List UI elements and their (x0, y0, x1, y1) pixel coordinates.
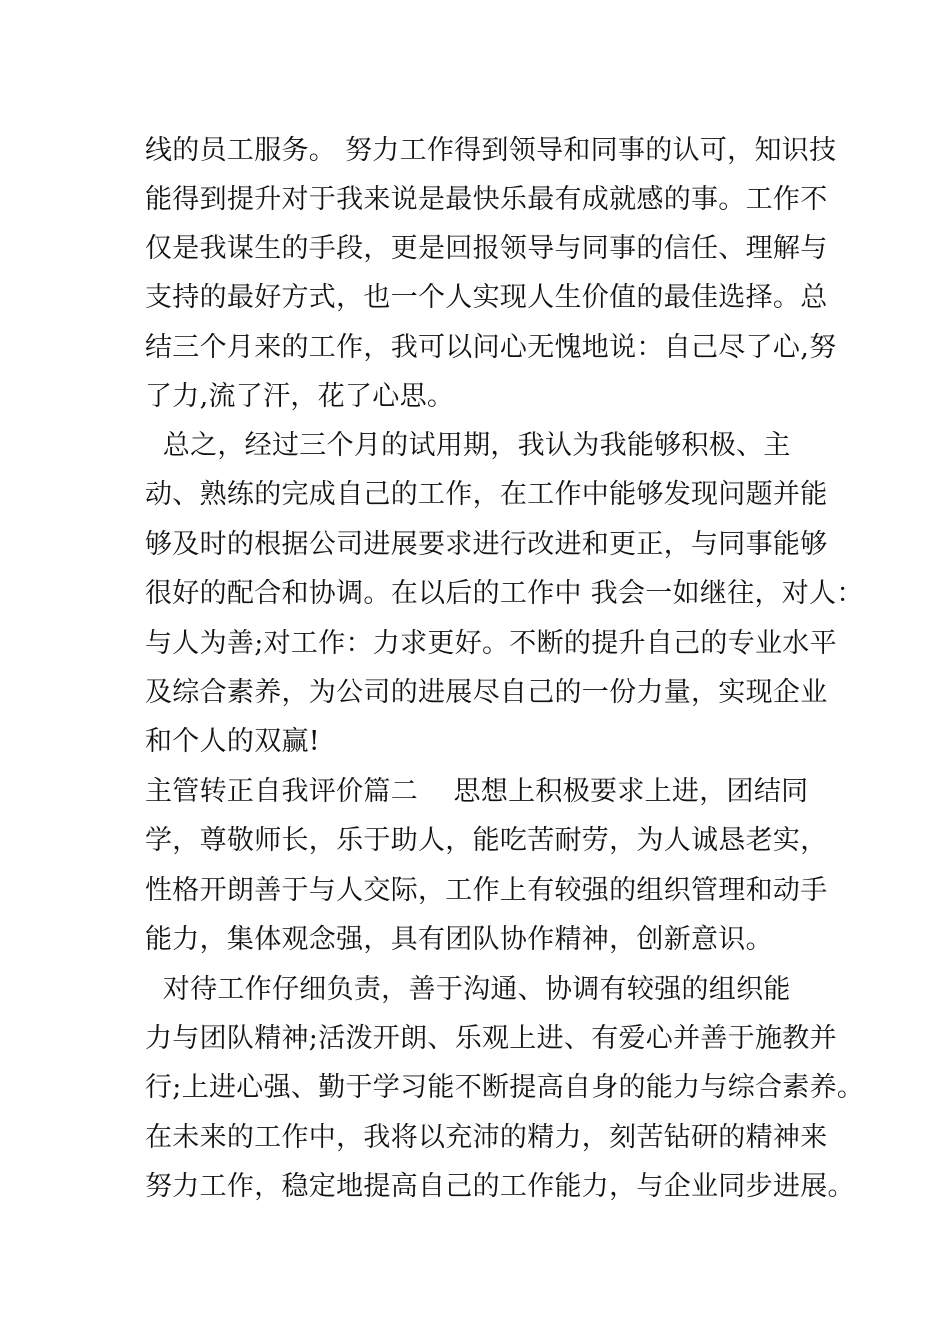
text-line: 很好的配合和协调。在以后的工作中 我会一如继往，对人： (145, 578, 864, 609)
text-line: 学，尊敬师长，乐于助人，能吃苦耐劳，为人诚恳老实， (145, 825, 828, 856)
text-line: 与人为善;对工作：力求更好。不断的提升自己的专业水平 (145, 628, 837, 659)
text-line: 行;上进心强、勤于学习能不断提高自身的能力与综合素养。 (145, 1072, 865, 1103)
text-line: 了力,流了汗，花了心思。 (145, 381, 455, 412)
text-line: 努力工作，稳定地提高自己的工作能力，与企业同步进展。 (145, 1171, 855, 1202)
text-line: 线的员工服务。 努力工作得到领导和同事的认可，知识技 (145, 135, 837, 166)
text-line: 及综合素养，为公司的进展尽自己的一份力量，实现企业 (145, 677, 828, 708)
text-line: 动、熟练的完成自己的工作，在工作中能够发现问题并能 (145, 479, 828, 510)
text-line: 性格开朗善于与人交际，工作上有较强的组织管理和动手 (145, 875, 828, 906)
text-line: 能力，集体观念强，具有团队协作精神，创新意识。 (145, 924, 773, 955)
section-heading-line: 主管转正自我评价篇二 思想上积极要求上进，团结同 (145, 776, 809, 807)
text-line: 和个人的双赢! (145, 726, 320, 757)
text-line: 总之，经过三个月的试用期，我认为我能够积极、主 (145, 430, 791, 461)
text-line: 仅是我谋生的手段，更是回报领导与同事的信任、理解与 (145, 233, 828, 264)
text-line: 结三个月来的工作，我可以问心无愧地说：自己尽了心,努 (145, 332, 837, 363)
text-line: 够及时的根据公司进展要求进行改进和更正，与同事能够 (145, 529, 828, 560)
text-line: 支持的最好方式，也一个人实现人生价值的最佳选择。总 (145, 282, 828, 313)
text-line: 力与团队精神;活泼开朗、乐观上进、有爱心并善于施教并 (145, 1023, 837, 1054)
text-line: 对待工作仔细负责，善于沟通、协调有较强的组织能 (145, 974, 791, 1005)
text-line: 在未来的工作中，我将以充沛的精力，刻苦钻研的精神来 (145, 1122, 828, 1153)
text-line: 能得到提升对于我来说是最快乐最有成就感的事。工作不 (145, 184, 828, 215)
